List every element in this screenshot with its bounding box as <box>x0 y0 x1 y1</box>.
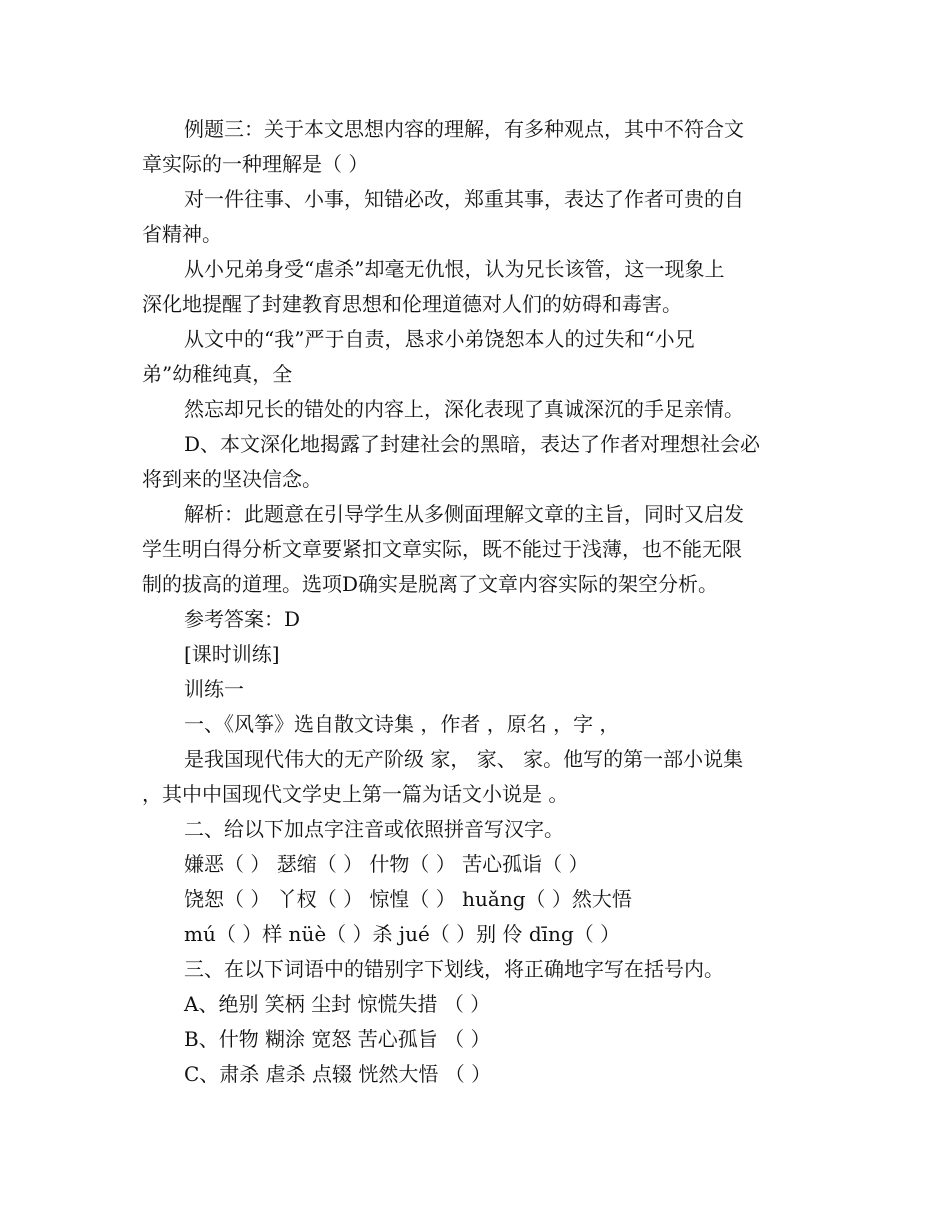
text-line: 对一件往事、小事，知错必改，郑重其事，表达了作者可贵的自 <box>184 187 744 211</box>
text-line: 训练一 <box>184 677 244 701</box>
text-line: 参考答案：D <box>184 607 301 631</box>
text-line: [课时训练] <box>184 642 280 666</box>
text-line: 学生明白得分析文章要紧扣文章实际，既不能过于浅薄，也不能无限 <box>142 537 742 561</box>
text-line: 从小兄弟身受“虐杀”却毫无仇恨，认为兄长该管，这一现象上 <box>184 257 725 281</box>
text-line: 解析：此题意在引导学生从多侧面理解文章的主旨，同时又启发 <box>184 502 744 526</box>
text-line: 例题三：关于本文思想内容的理解，有多种观点，其中不符合文 <box>184 117 744 141</box>
text-line: 一、《风筝》选自散文诗集 ，作者 ，原名 ，字 ， <box>184 712 620 736</box>
text-line: 嫌恶（ ） 瑟缩（ ） 什物（ ） 苦心孤诣（ ） <box>184 852 589 876</box>
text-line: mú（ ）样 nüè（ ）杀 jué（ ）别 伶 dīng（ ） <box>184 922 621 946</box>
text-line: 省精神。 <box>142 222 222 246</box>
text-line: B、什物 糊涂 宽怒 苦心孤旨 （ ） <box>184 1027 491 1051</box>
text-line: 从文中的“我”严于自责，恳求小弟饶恕本人的过失和“小兄 <box>184 327 695 351</box>
text-line: 是我国现代伟大的无产阶级 家， 家、 家。他写的第一部小说集 <box>184 747 744 771</box>
text-line: A、绝别 笑柄 尘封 惊慌失措 （ ） <box>184 992 491 1016</box>
text-line: 将到来的坚决信念。 <box>142 467 322 491</box>
text-line: 深化地提醒了封建教育思想和伦理道德对人们的妨碍和毒害。 <box>142 292 682 316</box>
text-line: 章实际的一种理解是（ ） <box>142 152 369 176</box>
document-body <box>142 112 814 1092</box>
text-line: ，其中中国现代文学史上第一篇为话文小说是 。 <box>142 782 569 806</box>
text-line: 制的拔高的道理。选项D确实是脱离了文章内容实际的架空分析。 <box>142 572 719 596</box>
text-line: 二、给以下加点字注音或依照拼音写汉字。 <box>184 817 564 841</box>
text-line: C、肃杀 虐杀 点辍 恍然大悟 （ ） <box>184 1062 492 1086</box>
text-line: 三、在以下词语中的错别字下划线，将正确地字写在括号内。 <box>184 957 724 981</box>
text-line: 饶恕（ ） 丫杈（ ） 惊惶（ ） huǎng（ ）然大悟 <box>184 887 632 911</box>
text-line: D、本文深化地揭露了封建社会的黑暗，表达了作者对理想社会必 <box>184 432 761 456</box>
text-line: 弟”幼稚纯真，全 <box>142 362 293 386</box>
text-line: 然忘却兄长的错处的内容上，深化表现了真诚深沉的手足亲情。 <box>184 397 744 421</box>
